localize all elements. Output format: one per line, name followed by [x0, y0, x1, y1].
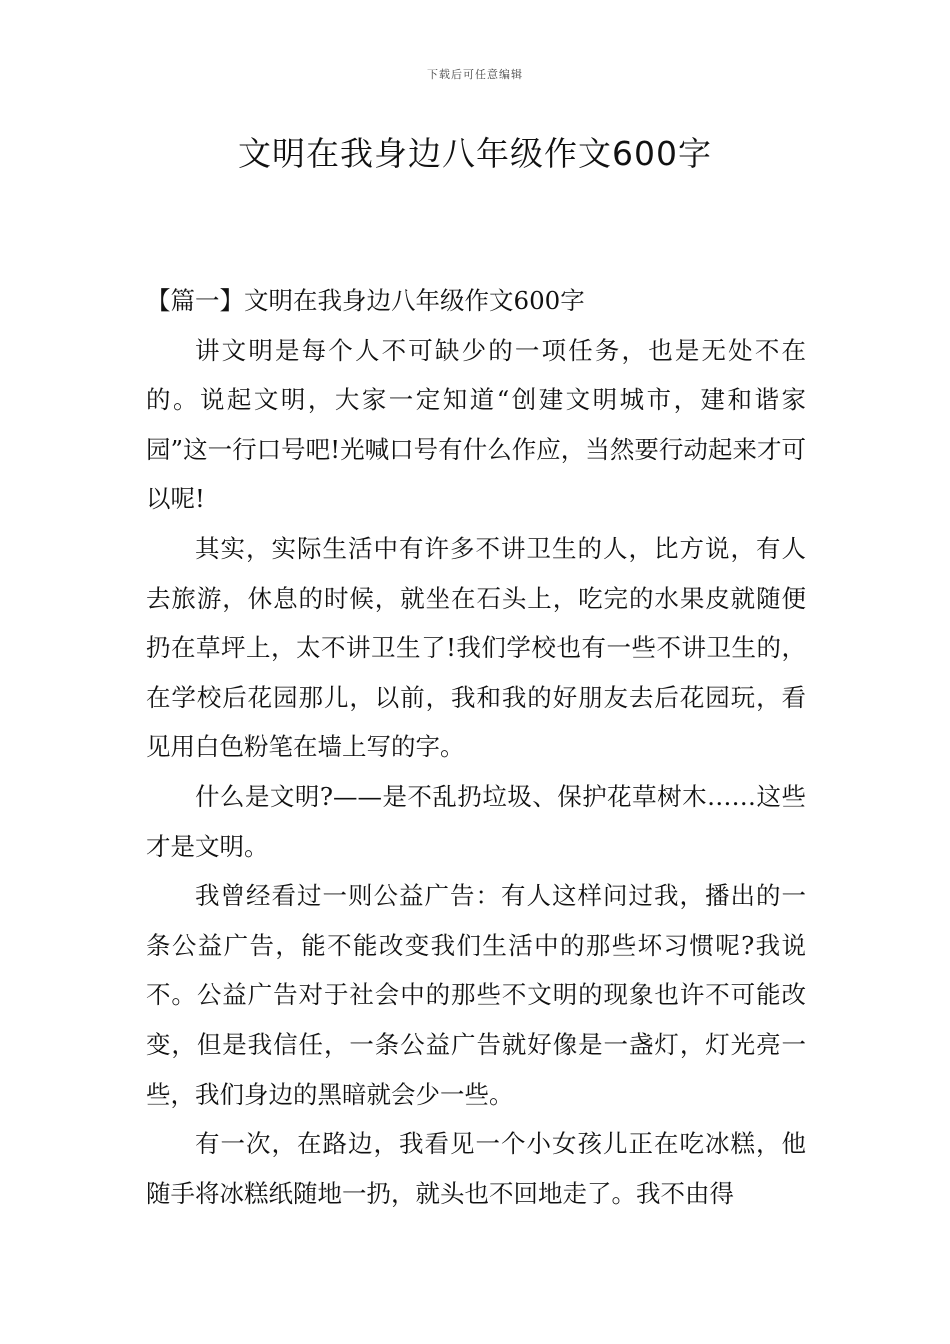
paragraph-4: 我曾经看过一则公益广告：有人这样问过我，播出的一条公益广告，能不能改变我们生活中的那些坏习惯呢?我说不。公益广告对于社会中的那些不文明的现象也许不可能改变，但是我信任，一条公益广告就好像是一盏灯，灯光亮一些，我们身边的黑暗就会少一些。	[146, 881, 806, 1109]
document-title: 文明在我身边八年级作文600字	[238, 134, 712, 173]
paragraph-5: 有一次，在路边，我看见一个小女孩儿正在吃冰糕，他随手将冰糕纸随地一扔，就头也不回地走了。我不由得	[146, 1129, 806, 1208]
paragraph-1: 讲文明是每个人不可缺少的一项任务，也是无处不在的。说起文明，大家一定知道“创建文明城市，建和谐家园”这一行口号吧!光喊口号有什么作应，当然要行动起来才可以呢!	[146, 335, 806, 514]
section-heading: 【篇一】文明在我身边八年级作文600字	[146, 286, 585, 315]
document-body	[146, 276, 806, 1218]
paragraph-2: 其实，实际生活中有许多不讲卫生的人，比方说，有人去旅游，休息的时候，就坐在石头上，吃完的水果皮就随便扔在草坪上，太不讲卫生了!我们学校也有一些不讲卫生的，在学校后花园那儿，以前，我和我的好朋友去后花园玩，看见用白色粉笔在墙上写的字。	[146, 533, 806, 762]
paragraph-3: 什么是文明?——是不乱扔垃圾、保护花草树木……这些才是文明。	[146, 781, 806, 861]
header-note: 下载后可任意编辑	[427, 68, 523, 81]
